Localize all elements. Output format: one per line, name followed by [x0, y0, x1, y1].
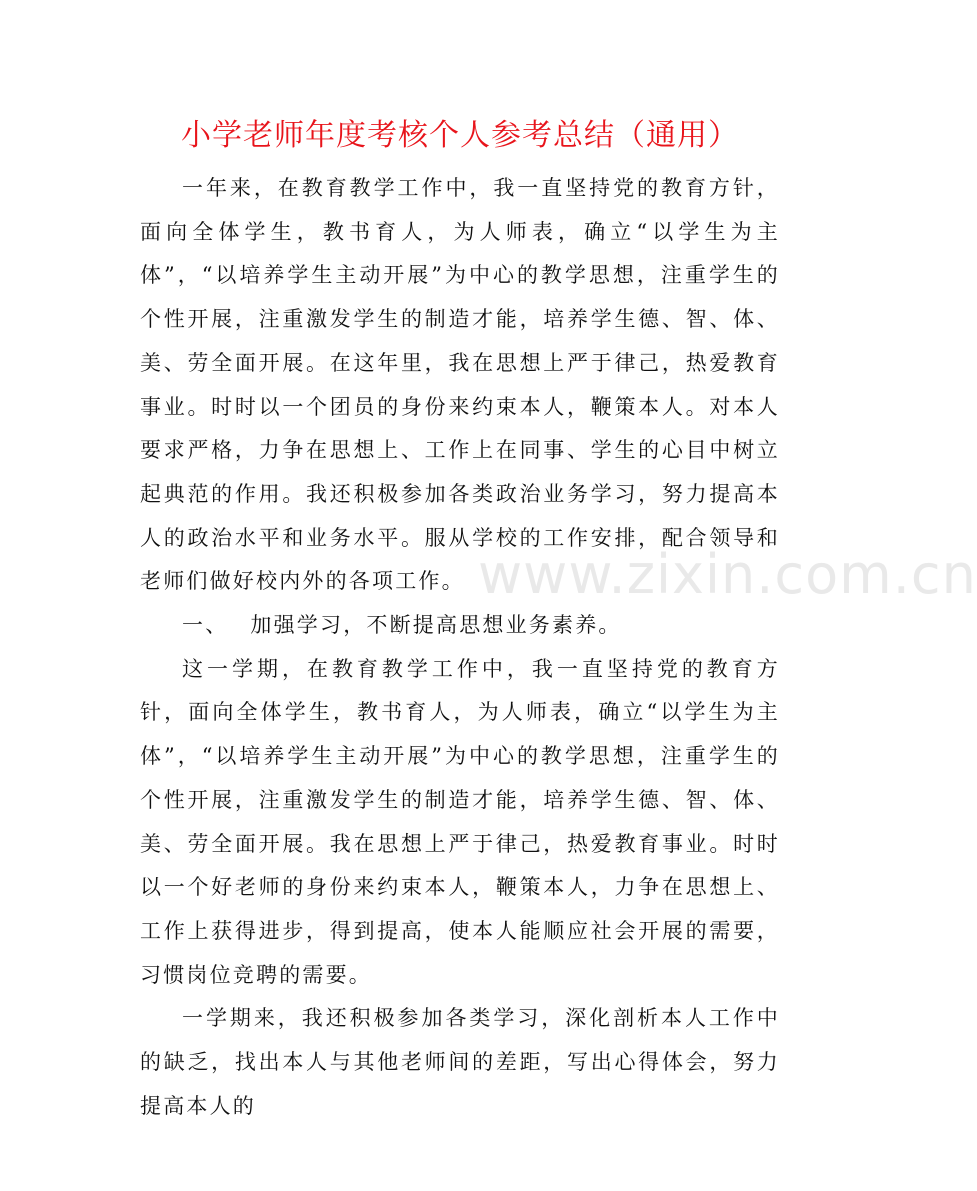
- document-title: 小学老师年度考核个人参考总结（通用）: [181, 118, 739, 153]
- paragraph-intro: 一年来，在教育教学工作中，我一直坚持党的教育方针，面向全体学生，教书育人，为人师表，确立“以学生为主体”，“以培养学生主动开展”为中心的教学思想，注重学生的个性开展，注重激发学生的制造才能，培养学生德、智、体、美、劳全面开展。在这年里，我在思想上严于律己，热爱教育事业。时时以一个团员的身份来约束本人，鞭策本人。对本人要求严格，力争在思想上、工作上在同事、学生的心目中树立起典范的作用。我还积极参加各类政治业务学习，努力提高本人的政治水平和业务水平。服从学校的工作安排，配合领导和老师们做好校内外的各项工作。: [140, 176, 780, 594]
- section-heading: [140, 604, 780, 648]
- watermark: www.zixin.com.cn: [478, 543, 977, 606]
- document-body: [140, 167, 780, 1128]
- paragraph-section-2: 一学期来，我还积极参加各类学习，深化剖析本人工作中的缺乏，找出本人与其他老师间的差距，写出心得体会，努力提高本人的: [140, 1006, 780, 1118]
- paragraph-section-1: 这一学期，在教育教学工作中，我一直坚持党的教育方针，面向全体学生，教书育人，为人师表，确立“以学生为主体”，“以培养学生主动开展”为中心的教学思想，注重学生的个性开展，注重激发学生的制造才能，培养学生德、智、体、美、劳全面开展。我在思想上严于律己，热爱教育事业。时时以一个好老师的身份来约束本人，鞭策本人，力争在思想上、工作上获得进步，得到提高，使本人能顺应社会开展的需要，习惯岗位竞聘的需要。: [140, 656, 780, 987]
- section-heading-text: 加强学习，不断提高思想业务素养。: [250, 613, 622, 638]
- section-number: 一、: [182, 613, 229, 638]
